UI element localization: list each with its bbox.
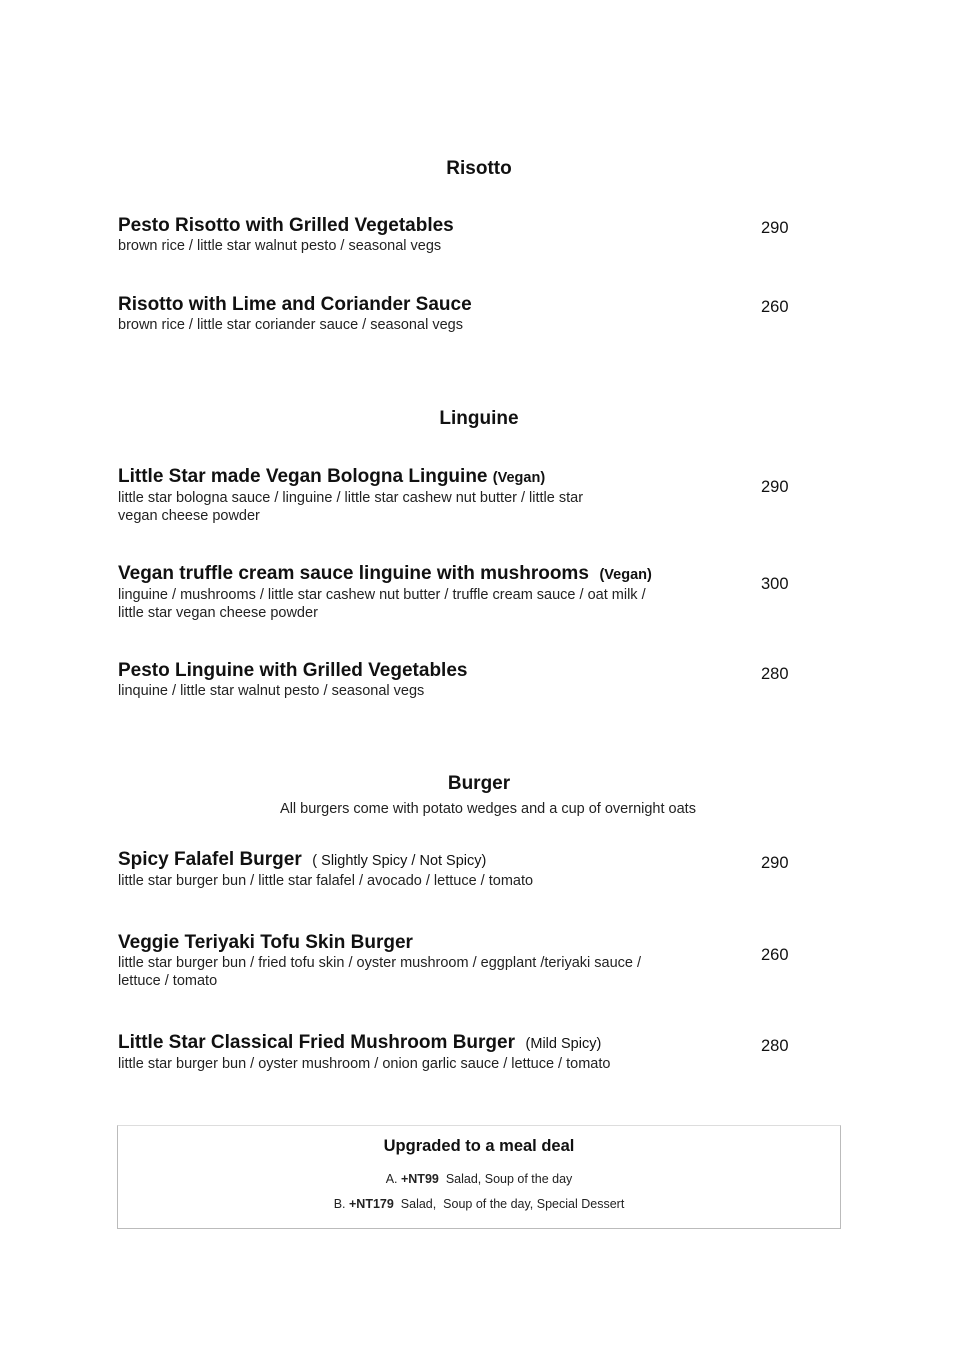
menu-item [118,563,738,622]
item-price: 290 [761,219,789,237]
menu-item [118,294,718,334]
item-description: linquine / little star walnut pesto / seasonal vegs [118,683,425,699]
meal-deal-box [117,1125,841,1229]
item-description: little star bologna sauce / linguine / little star cashew nut butter / little star [118,490,584,506]
section-title-burger: Burger [447,773,511,794]
menu-item [118,932,738,990]
menu-item [118,849,718,890]
menu-item [118,215,718,255]
item-name: Vegan truffle cream sauce linguine with mushrooms [118,563,589,584]
item-price: 300 [761,575,789,593]
item-tag: ( Slightly Spicy / Not Spicy) [312,853,487,869]
item-description: brown rice / little star coriander sauce / seasonal vegs [118,317,463,333]
item-description: little star burger bun / little star falafel / avocado / lettuce / tomato [118,873,534,889]
item-description-cont: vegan cheese powder [118,508,260,524]
item-tag: (Vegan) [492,470,546,486]
option-price: +NT99 [400,1172,439,1186]
item-price: 280 [761,665,789,683]
item-description: little star burger bun / fried tofu skin / oyster mushroom / eggplant /teriyaki sauce / [118,955,642,971]
option-price: +NT179 [349,1197,394,1211]
item-name: Risotto with Lime and Coriander Sauce [118,294,472,315]
option-items: Salad, Soup of the day [445,1172,573,1186]
option-label: B. [333,1197,346,1211]
menu-item [118,466,718,525]
option-items: Salad, Soup of the day, Special Dessert [400,1197,625,1211]
item-price: 280 [761,1037,789,1055]
item-name: Spicy Falafel Burger [118,849,302,870]
item-description: brown rice / little star walnut pesto / seasonal vegs [118,238,442,254]
item-price: 290 [761,854,789,872]
item-name: Pesto Risotto with Grilled Vegetables [118,215,454,236]
item-price: 260 [761,946,789,964]
item-tag: (Mild Spicy) [525,1036,602,1052]
meal-deal-option [118,1196,840,1212]
section-subtitle: All burgers come with potato wedges and a cup of overnight oats [280,801,696,817]
menu-item [118,1032,718,1073]
item-name: Little Star made Vegan Bologna Linguine [118,466,488,487]
option-label: A. [385,1172,398,1186]
item-name: Pesto Linguine with Grilled Vegetables [118,660,468,681]
meal-deal-option [118,1171,840,1187]
item-price: 260 [761,298,789,316]
section-title-risotto: Risotto [446,158,512,179]
item-price: 290 [761,478,789,496]
meal-deal-title: Upgraded to a meal deal [383,1137,575,1155]
item-description-cont: little star vegan cheese powder [118,605,318,621]
item-tag: (Vegan) [599,567,652,583]
section-title-linguine: Linguine [439,408,519,429]
item-description-cont: lettuce / tomato [118,973,218,989]
item-name: Veggie Teriyaki Tofu Skin Burger [118,932,413,953]
menu-item [118,660,718,700]
item-description: little star burger bun / oyster mushroom / onion garlic sauce / lettuce / tomato [118,1056,611,1072]
item-name: Little Star Classical Fried Mushroom Burger [118,1032,515,1053]
item-description: linguine / mushrooms / little star cashew nut butter / truffle cream sauce / oat milk / [118,587,646,603]
